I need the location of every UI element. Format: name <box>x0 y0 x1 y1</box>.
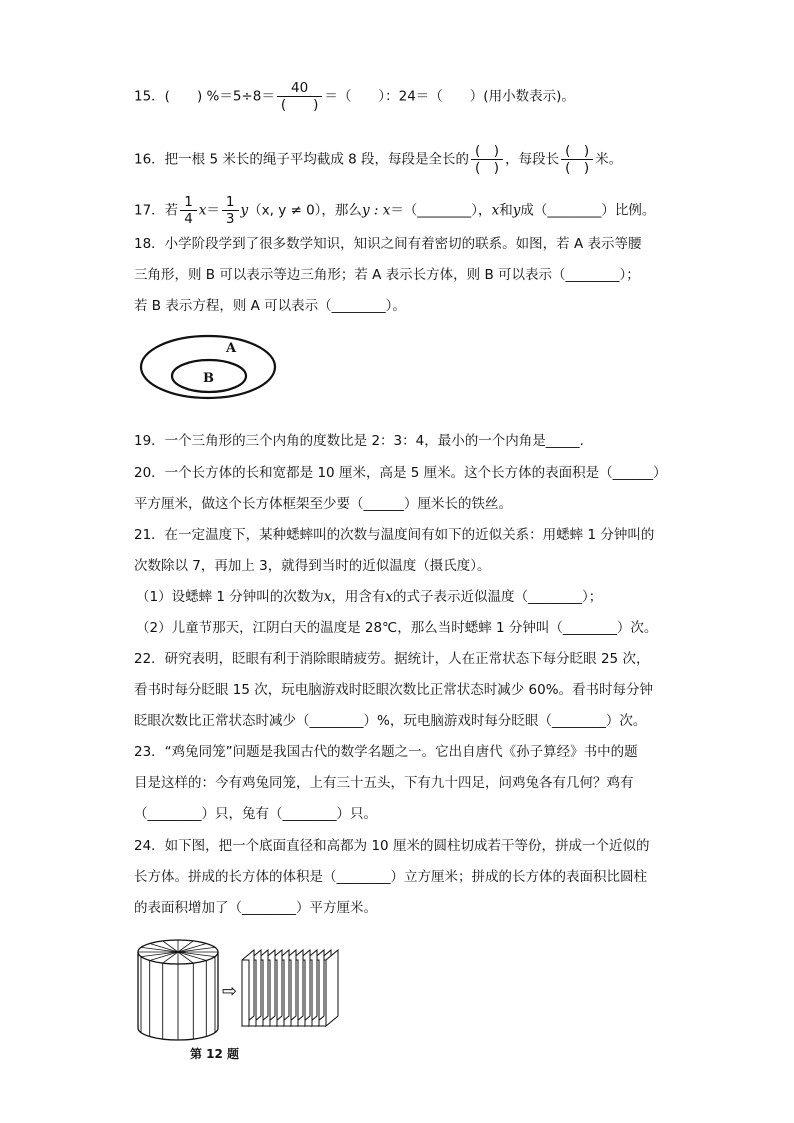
q16-fraction-2-numerator: ( ) <box>565 143 590 159</box>
q24-line-2: 长方体。拼成的长方体的体积是（________）立方厘米；拼成的长方体的表面积比圆柱 <box>134 869 647 885</box>
q21-line-3 <box>136 587 602 607</box>
figure-caption: 第 12 题 <box>190 1047 240 1061</box>
q17-fraction-1 <box>180 194 197 227</box>
q21-line-3-b: ，用含有 <box>331 589 386 605</box>
outer-ellipse-a <box>141 336 275 398</box>
q16-text-b: ，每段长 <box>505 151 560 168</box>
q21-line-3-a: （1）设蟋蟀 1 分钟叫的次数为 <box>136 589 324 605</box>
q17-text-c: 和 <box>499 202 513 219</box>
q16-text-a: 16．把一根 5 米长的绳子平均截成 8 段，每段是全长的 <box>134 151 470 168</box>
q17-var-x2: x <box>491 202 500 219</box>
q21-line-2: 次数除以 7，再加上 3，就得到当时的近似温度（摄氏度）。 <box>134 558 491 574</box>
q16-fraction-2-denominator: ( ) <box>561 159 593 176</box>
q17-fraction-2-denominator: 3 <box>222 210 239 227</box>
q17-condition: （x, y ≠ 0），那么 <box>248 202 362 219</box>
q16-fraction-2 <box>561 143 593 176</box>
question-15 <box>134 80 575 113</box>
q15-text-b: ＝（ ）：24＝（ ）(用小数表示)。 <box>324 88 575 105</box>
q17-equals: ＝ <box>206 202 220 219</box>
q23-line-2: 目是这样的：今有鸡兔同笼，上有三十五头，下有九十四足，问鸡兔各有几何？鸡有 <box>134 775 634 791</box>
venn-diagram <box>134 332 284 402</box>
q17-var-y: y <box>240 202 249 219</box>
q17-var-x: x <box>198 202 207 219</box>
q21-var-x: x <box>323 589 332 605</box>
q24-line-3: 的表面积增加了（________）平方厘米。 <box>134 900 377 916</box>
q21-line-4: （2）儿童节那天，江阴白天的温度是 28℃，那么当时蟋蟀 1 分钟叫（________）次。 <box>136 620 658 636</box>
q20-line-2: 平方厘米，做这个长方体框架至少要（______）厘米长的铁丝。 <box>134 496 512 512</box>
question-17 <box>134 194 655 227</box>
q17-ratio: y : x <box>361 202 391 219</box>
q17-text-d: 成（________）比例。 <box>520 202 656 219</box>
q18-line-1: 18．小学阶段学到了很多数学知识，知识之间有着密切的联系。如图，若 A 表示等腰 <box>134 236 642 252</box>
q16-fraction-1-numerator: ( ) <box>475 143 500 159</box>
q15-fraction-numerator: 40 <box>291 80 309 96</box>
q17-fraction-1-numerator: 1 <box>184 194 193 210</box>
q17-var-y2: y <box>512 202 521 219</box>
label-a: A <box>226 341 237 356</box>
q21-line-1: 21．在一定温度下，某种蟋蟀叫的次数与温度间有如下的近似关系：用蟋蟀 1 分钟叫的 <box>134 527 655 543</box>
cuboid <box>242 950 338 1026</box>
q16-text-c: 米。 <box>595 151 623 168</box>
q23-line-3: （________）只，兔有（________）只。 <box>134 806 377 822</box>
transform-arrow: ⇨ <box>222 981 238 1002</box>
q20-line-1: 20．一个长方体的长和宽都是 10 厘米，高是 5 厘米。这个长方体的表面积是（______） <box>134 465 667 481</box>
q17-fraction-2 <box>222 194 239 227</box>
q15-fraction-denominator: ( ) <box>277 96 323 113</box>
q16-fraction-1-denominator: ( ) <box>471 159 503 176</box>
q18-line-3: 若 B 表示方程，则 A 可以表示（________）。 <box>134 298 406 314</box>
q15-fraction <box>277 80 323 113</box>
q17-text-a: 17．若 <box>134 202 179 219</box>
q17-fraction-1-denominator: 4 <box>180 210 197 227</box>
q22-line-2: 看书时每分眨眼 15 次，玩电脑游戏时眨眼次数比正常状态时减少 60%。看书时每分钟 <box>134 682 654 698</box>
label-b: B <box>203 371 214 386</box>
q22-line-3: 眨眼次数比正常状态时减少（________）%，玩电脑游戏时每分眨眼（________）次。 <box>134 713 647 729</box>
q18-line-2: 三角形，则 B 可以表示等边三角形；若 A 表示长方体，则 B 可以表示（________）； <box>134 267 640 283</box>
q21-var-x2: x <box>385 589 394 605</box>
q17-text-b: ＝（________）， <box>390 202 492 219</box>
q21-line-3-c: 的式子表示近似温度（________）； <box>393 589 603 605</box>
q16-fraction-1 <box>471 143 503 176</box>
cylinder <box>138 940 218 1040</box>
q19-line-1: 19．一个三角形的三个内角的度数比是 2：3：4，最小的一个内角是_____. <box>134 433 584 449</box>
cylinder-cuboid-figure <box>130 930 340 1065</box>
q23-line-1: 23．“鸡兔同笼”问题是我国古代的数学名题之一。它出自唐代《孙子算经》书中的题 <box>134 744 638 760</box>
q17-fraction-2-numerator: 1 <box>225 194 235 210</box>
q15-text-a: 15．( ) %＝5÷8＝ <box>134 88 275 105</box>
q22-line-1: 22．研究表明，眨眼有利于消除眼睛疲劳。据统计，人在正常状态下每分眨眼 25 次， <box>134 651 650 667</box>
question-16 <box>134 143 622 176</box>
q24-line-1: 24．如下图，把一个底面直径和高都为 10 厘米的圆柱切成若干等份，拼成一个近似的 <box>134 838 650 854</box>
